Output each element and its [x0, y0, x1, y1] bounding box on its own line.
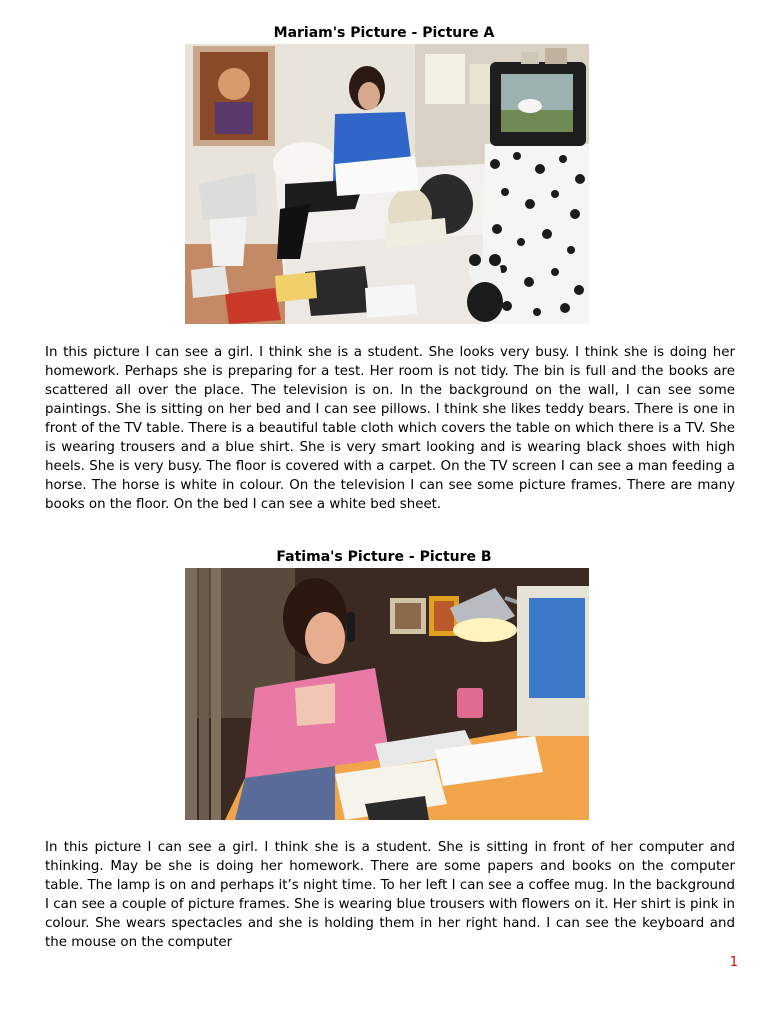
- television: [490, 48, 586, 146]
- picture-a-photo: [185, 44, 589, 324]
- computer-monitor: [517, 586, 589, 736]
- coffee-mug: [457, 688, 483, 718]
- background-picture-frames: [390, 596, 459, 636]
- picture-a-description: In this picture I can see a girl. I think she is a student. She looks very busy. I think she is doing her homework. Perhaps she is preparing for a test. Her room is not tidy. The bin is full and the books are scattered all over the place. The television is on. In the background on the wall, I can see some paintings. She is sitting on her bed and I can see pillows. I think she likes teddy bears. There is one in front of the TV table. There is a beautiful table cloth which covers the table on which there is a TV. She is wearing trousers and a blue shirt. She is very smart looking and is wearing black shoes with high heels. She is very busy. The floor is covered with a carpet. On the TV screen I can see a man feeding a horse. The horse is white in colour. On the television I can see some picture frames. There are many books on the floor. On the bed I can see a white bed sheet.: [45, 345, 735, 512]
- picture-b-description: In this picture I can see a girl. I think she is a student. She is sitting in front of her computer and thinking. May be she is doing her homework. There are some papers and books on the computer table. The lamp is on and perhaps it’s night time. To her left I can see a coffee mug. In the background I can see a couple of picture frames. She is wearing blue trousers with flowers on it. Her shirt is pink in colour. She wears spectacles and she is holding them in her right hand. I can see the keyboard and the mouse on the computer: [45, 840, 735, 950]
- window-curtain: [185, 568, 221, 820]
- wall-painting: [193, 46, 275, 146]
- teddy-bear: [467, 254, 503, 322]
- picture-b-title: Fatima's Picture - Picture B: [276, 549, 492, 565]
- picture-b-photo: [185, 568, 589, 820]
- page-number: 1: [729, 955, 738, 970]
- picture-a-title: Mariam's Picture - Picture A: [273, 25, 495, 41]
